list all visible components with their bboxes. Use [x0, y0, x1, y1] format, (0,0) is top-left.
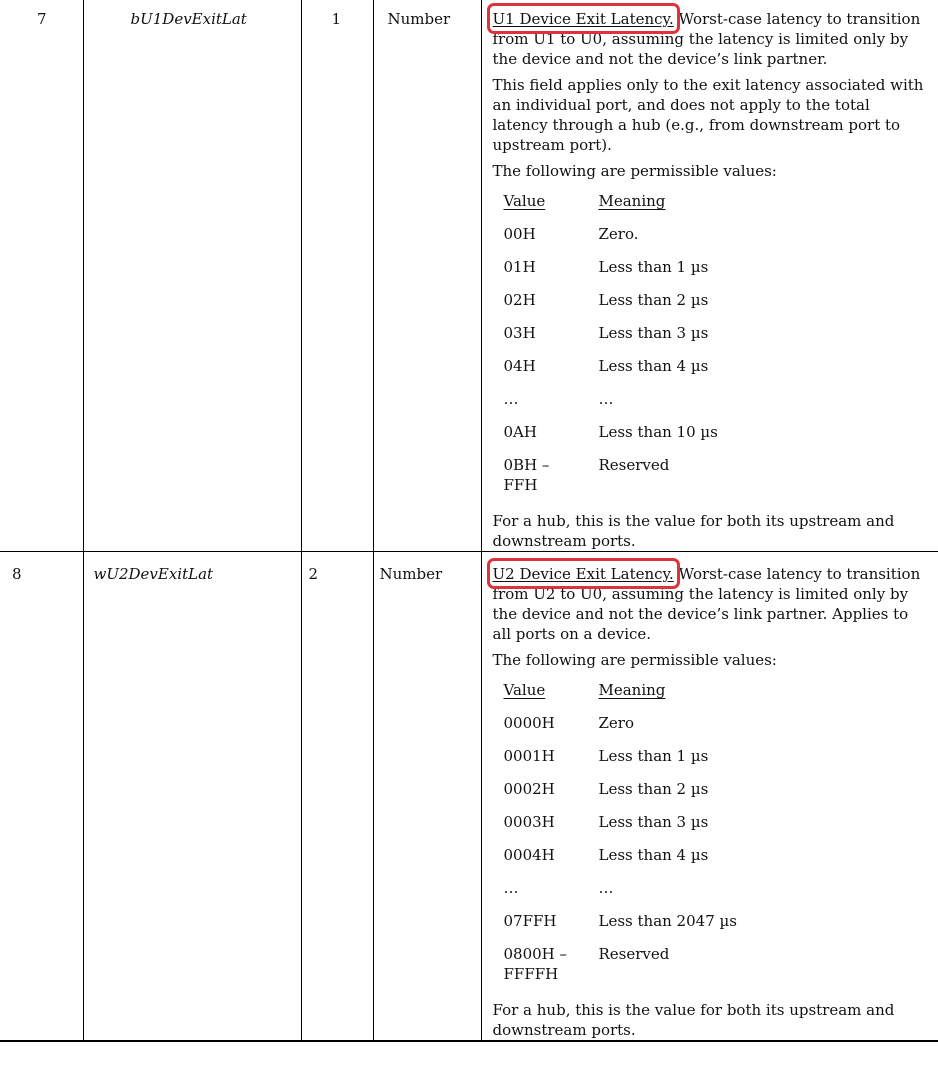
meaning-column-header: Meaning [598, 681, 666, 699]
value-meaning: Less than 1 µs [598, 258, 709, 276]
size-cell: 2 [301, 552, 373, 1042]
value-row [504, 911, 737, 944]
values-header-row [504, 680, 737, 713]
description-lead [493, 9, 929, 69]
value-code: 0BH – FFH [503, 456, 550, 494]
description-cell [481, 0, 938, 552]
value-code: 0AH [503, 423, 537, 441]
hub-note: For a hub, this is the value for both its upstream and downstream ports. [492, 512, 895, 550]
offset-cell: 7 [0, 0, 83, 552]
offset-cell: 8 [0, 552, 83, 1042]
value-meaning: Zero. [598, 225, 639, 243]
value-row [504, 878, 737, 911]
table-row-offset-8 [0, 552, 938, 1042]
value-code: 03H [503, 324, 536, 342]
value-code: 0000H [503, 714, 555, 732]
value-type-cell: Number [373, 552, 481, 1042]
value-row [504, 713, 737, 746]
value-row [504, 944, 737, 994]
value-meaning: … [598, 879, 614, 897]
value-row [504, 290, 718, 323]
description-text: Worst-case latency to transition from U1 to U0, assuming the latency is limited only by the device and not the device’s link partner. [492, 10, 921, 68]
value-row [504, 422, 718, 455]
size-cell: 1 [301, 0, 373, 552]
value-row [504, 845, 737, 878]
value-code: 0001H [503, 747, 555, 765]
description-text: Worst-case latency to transition from U2 to U0, assuming the latency is limited only by the device and not the device’s link partner. Applies to all ports on a device. [492, 565, 921, 643]
highlight-text: U2 Device Exit Latency. [492, 565, 674, 583]
value-row [504, 356, 718, 389]
meaning-column-header: Meaning [598, 192, 666, 210]
value-meaning: Less than 10 µs [598, 423, 718, 441]
highlight-text: U1 Device Exit Latency. [492, 10, 674, 28]
value-code: 0800H – FFFFH [503, 945, 568, 983]
values-intro: The following are permissible values: [492, 651, 777, 669]
highlighted-term [493, 564, 674, 584]
value-meaning: Reserved [598, 456, 670, 474]
value-meaning: Less than 4 µs [598, 846, 709, 864]
value-row [504, 257, 718, 290]
value-meaning: Less than 3 µs [598, 324, 709, 342]
values-intro: The following are permissible values: [492, 162, 777, 180]
hub-note: For a hub, this is the value for both its upstream and downstream ports. [492, 1001, 895, 1039]
value-row [504, 389, 718, 422]
highlight-box [487, 558, 680, 589]
value-type-cell: Number [373, 0, 481, 552]
description-paragraph: This field applies only to the exit latency associated with an individual port, and does not apply to the total latency through a hub (e.g., from downstream port to upstream port). [492, 76, 924, 154]
value-column-header: Value [503, 192, 546, 210]
value-meaning: Less than 2047 µs [598, 912, 737, 930]
permissible-values-table [504, 680, 737, 994]
field-name-cell: wU2DevExitLat [83, 552, 301, 1042]
value-meaning: Less than 4 µs [598, 357, 709, 375]
value-row [504, 224, 718, 257]
highlighted-term [493, 9, 674, 29]
value-code: 02H [503, 291, 536, 309]
value-meaning: Less than 3 µs [598, 813, 709, 831]
value-code: 0002H [503, 780, 555, 798]
value-column-header: Value [503, 681, 546, 699]
value-code: 04H [503, 357, 536, 375]
description-cell [481, 552, 938, 1042]
value-row [504, 779, 737, 812]
highlight-box [487, 3, 680, 34]
value-row [504, 812, 737, 845]
value-meaning: Less than 2 µs [598, 291, 709, 309]
value-meaning: Zero [598, 714, 635, 732]
description-lead [493, 564, 929, 644]
value-code: 01H [503, 258, 536, 276]
value-meaning: Less than 1 µs [598, 747, 709, 765]
value-code: 0003H [503, 813, 555, 831]
value-row [504, 323, 718, 356]
permissible-values-table [504, 191, 718, 505]
value-meaning: Reserved [598, 945, 670, 963]
value-code: … [503, 879, 519, 897]
value-code: 00H [503, 225, 536, 243]
value-meaning: … [598, 390, 614, 408]
value-row [504, 746, 737, 779]
value-code: … [503, 390, 519, 408]
value-code: 07FFH [503, 912, 557, 930]
field-name-cell: bU1DevExitLat [83, 0, 301, 552]
values-header-row [504, 191, 718, 224]
value-meaning: Less than 2 µs [598, 780, 709, 798]
value-code: 0004H [503, 846, 555, 864]
value-row [504, 455, 718, 505]
